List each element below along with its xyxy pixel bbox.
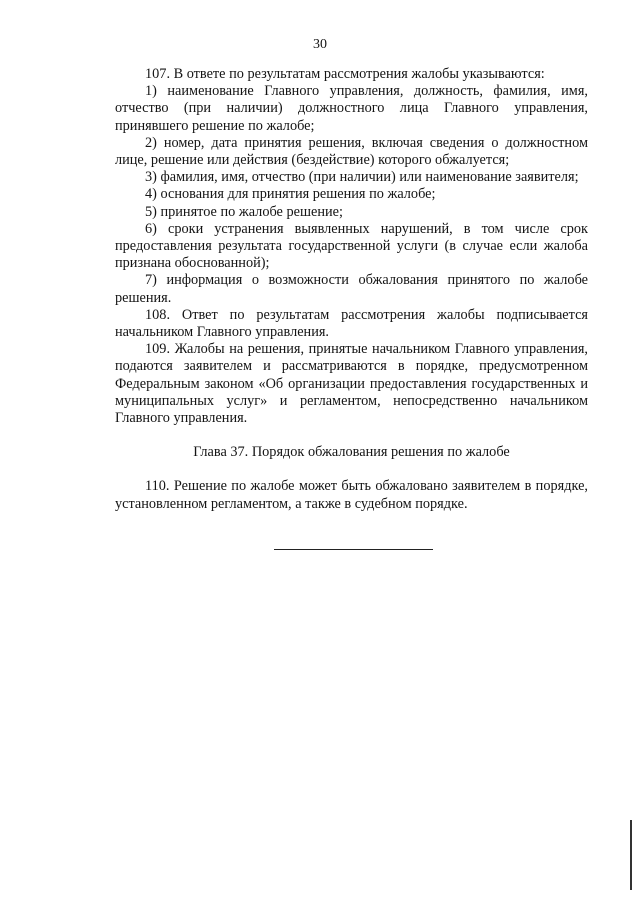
list-item-107-1: 1) наименование Главного управления, должность, фамилия, имя, отчество (при наличии) должностного лица Главного управления, принявшего решение по жалобе; <box>115 83 588 134</box>
list-item-107-2: 2) номер, дата принятия решения, включая сведения о должностном лице, решение или действия (бездействие) которого обжалуется; <box>115 134 588 169</box>
page-number: 30 <box>313 37 327 52</box>
paragraph-108: 108. Ответ по результатам рассмотрения жалобы подписывается начальником Главного управления. <box>115 306 588 341</box>
chapter-heading: Глава 37. Порядок обжалования решения по жалобе <box>193 444 510 461</box>
document-body <box>115 66 588 513</box>
scan-edge-mark <box>630 820 632 890</box>
paragraph-107: 107. В ответе по результатам рассмотрения жалобы указываются: <box>145 66 545 82</box>
paragraph-110: 110. Решение по жалобе может быть обжаловано заявителем в порядке, установленном регламентом, а также в судебном порядке. <box>115 478 588 512</box>
spacer <box>115 461 588 478</box>
list-item-107-5: 5) принятое по жалобе решение; <box>145 203 343 220</box>
spacer <box>115 427 588 444</box>
list-item-107-3: 3) фамилия, имя, отчество (при наличии) или наименование заявителя; <box>145 169 579 186</box>
paragraph-109: 109. Жалобы на решения, принятые начальником Главного управления, подаются заявителем и рассматриваются в порядке, предусмотренном Федеральным законом «Об организации предоставления государственных и муниципальных услуг» и регламентом, непосредственно начальником Главного управления. <box>115 341 588 427</box>
list-item-107-6: 6) сроки устранения выявленных нарушений, в том числе срок предоставления результата государственной услуги (в случае если жалоба признана обоснованной); <box>115 220 588 272</box>
list-item-107-7: 7) информация о возможности обжалования принятого по жалобе решения. <box>115 272 588 306</box>
list-item-107-4: 4) основания для принятия решения по жалобе; <box>145 186 436 203</box>
end-separator-line <box>274 549 433 550</box>
